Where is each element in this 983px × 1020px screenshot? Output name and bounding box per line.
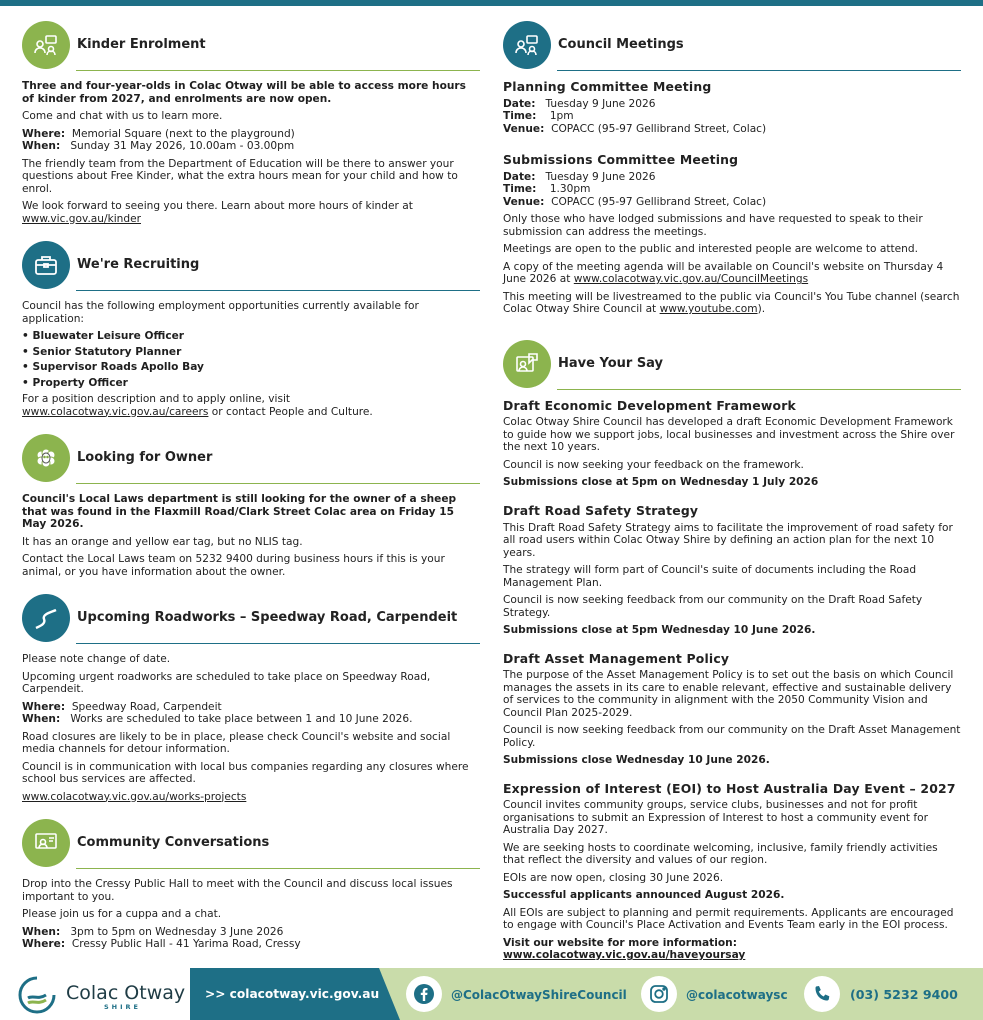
close-date: Submissions close Wednesday 10 June 2026. <box>503 754 770 767</box>
list-item: • Bluewater Leisure Officer <box>22 330 480 343</box>
paragraph: All EOIs are subject to planning and permit requirements. Applicants are encouraged to engage with Council's Place Activation and Events Team early in the EOI process. <box>503 906 954 932</box>
meetings-section <box>503 20 961 316</box>
paragraph: A copy of the meeting agenda will be available on Council's website on Thursday 4 June 2026 at www.colacotway.vic.gov.au/CouncilMeetings <box>503 260 944 286</box>
paragraph: Meetings are open to the public and interested people are welcome to attend. <box>503 243 918 256</box>
close-date: Submissions close at 5pm on Wednesday 1 July 2026 <box>503 476 819 489</box>
paragraph: Drop into the Cressy Public Hall to meet with the Council and discuss local issues important to you. <box>22 878 453 903</box>
paragraph: This Draft Road Safety Strategy aims to facilitate the improvement of road safety for all road users within Colac Otway Shire by defining an action plan for the next 10 years. <box>503 521 953 559</box>
section-header <box>22 818 480 868</box>
section-divider <box>557 70 961 71</box>
when-line: When: Sunday 31 May 2026, 10.00am - 03.00pm <box>22 140 295 152</box>
section-title: Kinder Enrolment <box>77 37 206 53</box>
paragraph: Please join us for a cuppa and a chat. <box>22 908 222 920</box>
paragraph: EOIs are now open, closing 30 June 2026. <box>503 871 724 884</box>
paragraph <box>22 791 480 804</box>
planning-title: Planning Committee Meeting <box>503 79 712 94</box>
works-link[interactable]: www.colacotway.vic.gov.au/works-projects <box>22 790 247 803</box>
paragraph: We look forward to seeing you there. Learn about more hours of kinder at www.vic.gov.au/kinder <box>22 200 413 225</box>
section-title: Council Meetings <box>558 37 684 53</box>
paragraph: It has an orange and yellow ear tag, but no NLIS tag. <box>22 535 303 548</box>
where-line: Where: Cressy Public Hall - 41 Yarima Road, Cressy <box>22 938 301 950</box>
speech-board-icon <box>503 340 551 388</box>
section-divider <box>76 643 480 644</box>
when-line: When: Works are scheduled to take place between 1 and 10 June 2026. <box>22 713 413 725</box>
section-divider <box>76 868 480 869</box>
briefcase-icon <box>22 241 70 289</box>
youtube-link[interactable]: www.youtube.com <box>659 303 758 316</box>
venue-line: Venue: COPACC (95-97 Gellibrand Street, Colac) <box>503 122 767 135</box>
section-lead: Council's Local Laws department is still looking for the owner of a sheep that was found in the Flaxmill Road/Clark Street Colac area on Friday 15 May 2026. <box>22 493 457 530</box>
asset-title: Draft Asset Management Policy <box>503 650 730 666</box>
section-header <box>503 339 961 389</box>
logo-name: Colac Otway <box>66 982 186 1004</box>
website-link[interactable]: >> colacotway.vic.gov.au <box>205 987 380 1001</box>
time-line: Time: 1pm <box>503 110 574 123</box>
where-line: Where: Memorial Square (next to the playground) <box>22 127 295 140</box>
section-title: Upcoming Roadworks – Speedway Road, Carpendeit <box>77 610 458 626</box>
paragraph: Council is now seeking feedback from our community on the Draft Road Safety Strategy. <box>503 594 923 619</box>
econ-title: Draft Economic Development Framework <box>503 397 796 413</box>
section-divider <box>76 290 480 291</box>
road-icon <box>22 594 70 642</box>
have-your-say-section <box>503 339 961 962</box>
sheep-icon <box>22 434 70 482</box>
meetings-link[interactable]: www.colacotway.vic.gov.au/CouncilMeetings <box>573 273 809 286</box>
recruiting-section <box>22 240 480 418</box>
road-title: Draft Road Safety Strategy <box>503 502 699 518</box>
instagram-icon[interactable] <box>641 976 677 1012</box>
haveyoursay-link[interactable]: www.colacotway.vic.gov.au/haveyoursay <box>503 949 746 962</box>
phone-icon[interactable] <box>804 976 840 1012</box>
section-header <box>22 20 480 70</box>
list-item: • Supervisor Roads Apollo Bay <box>22 361 480 374</box>
section-title: Community Conversations <box>77 835 270 851</box>
community-section <box>22 818 480 951</box>
paragraph: Council is now seeking feedback from our community on the Draft Asset Management Policy. <box>503 724 961 749</box>
speech-board-icon <box>22 819 70 867</box>
paragraph: We are seeking hosts to coordinate welcoming, inclusive, family friendly activities that reflect the diversity and values of our region. <box>503 841 938 867</box>
careers-link[interactable]: www.colacotway.vic.gov.au/careers <box>22 405 209 418</box>
paragraph: Road closures are likely to be in place, please check Council's website and social media channels for detour information. <box>22 730 451 755</box>
paragraph: The purpose of the Asset Management Policy is to set out the basis on which Council manages the assets in its care to enable relevant, effective and sustainable delivery of services to the community in alignment with the 2050 Community Vision and Council Plan 2025-2029. <box>503 669 954 719</box>
people-chat-icon <box>22 21 70 69</box>
instagram-handle[interactable]: @colacotwaysc <box>686 988 788 1002</box>
section-header <box>22 240 480 290</box>
list-item: • Property Officer <box>22 377 480 390</box>
section-title: Looking for Owner <box>77 450 213 466</box>
announce: Successful applicants announced August 2026. <box>503 889 785 902</box>
kinder-link[interactable]: www.vic.gov.au/kinder <box>22 212 141 225</box>
paragraph: Council is in communication with local bus companies regarding any closures where school bus services are affected. <box>22 760 469 785</box>
eoi-title: Expression of Interest (EOI) to Host Australia Day Event – 2027 <box>503 780 956 796</box>
paragraph: Council invites community groups, service clubs, businesses and not for profit organisations to submit an Expression of Interest to host a community event for Australia Day 2027. <box>503 799 928 837</box>
top-bar <box>0 0 983 6</box>
paragraph: Council has the following employment opportunities currently available for application: <box>22 300 419 325</box>
paragraph: This meeting will be livestreamed to the public via Council's You Tube channel (search Colac Otway Shire Council at www.youtube.com). <box>503 290 960 316</box>
section-divider <box>557 389 961 390</box>
visit-line: Visit our website for more information: www.colacotway.vic.gov.au/haveyoursay <box>503 936 746 962</box>
paragraph: Contact the Local Laws team on 5232 9400 during business hours if this is your animal, or you have information about the owner. <box>22 553 445 578</box>
section-divider <box>76 483 480 484</box>
section-header <box>22 433 480 483</box>
paragraph: The strategy will form part of Council's suite of documents including the Road Management Plan. <box>503 564 917 589</box>
date-line: Date: Tuesday 9 June 2026 <box>503 170 656 183</box>
kinder-section <box>22 20 480 225</box>
section-header <box>22 593 480 643</box>
venue-line: Venue: COPACC (95-97 Gellibrand Street, Colac) <box>503 195 767 208</box>
paragraph: Only those who have lodged submissions and have requested to speak to their submission can address the meetings. <box>503 213 923 238</box>
paragraph: Council is now seeking your feedback on the framework. <box>503 458 804 471</box>
left-column <box>22 20 480 951</box>
list-item: • Senior Statutory Planner <box>22 346 480 359</box>
section-title: We're Recruiting <box>77 257 200 273</box>
footer <box>0 968 983 1020</box>
section-header <box>503 20 961 70</box>
facebook-handle[interactable]: @ColacOtwayShireCouncil <box>451 988 627 1002</box>
job-list <box>22 330 480 389</box>
date-line: Date: Tuesday 9 June 2026 <box>503 97 656 110</box>
paragraph: Upcoming urgent roadworks are scheduled to take place on Speedway Road, Carpendeit. <box>22 670 431 695</box>
when-line: When: 3pm to 5pm on Wednesday 3 June 2026 <box>22 925 284 938</box>
paragraph: Colac Otway Shire Council has developed a draft Economic Development Framework to guide how we support jobs, local businesses and investment across the Shire over the next 10 years. <box>503 416 955 454</box>
paragraph: For a position description and to apply online, visit www.colacotway.vic.gov.au/careers or contact People and Culture. <box>22 393 373 418</box>
facebook-icon[interactable] <box>406 976 442 1012</box>
paragraph: The friendly team from the Department of Education will be there to answer your questions about Free Kinder, what the extra hours mean for your child and how to enrol. <box>22 157 458 195</box>
subs-title: Submissions Committee Meeting <box>503 152 739 168</box>
section-title: Have Your Say <box>558 356 664 372</box>
section-lead: Three and four-year-olds in Colac Otway will be able to access more hours of kinder from 2027, and enrolments are now open. <box>22 80 466 105</box>
phone-number[interactable]: (03) 5232 9400 <box>850 987 958 1002</box>
close-date: Submissions close at 5pm Wednesday 10 June 2026. <box>503 624 816 636</box>
logo-sub: SHIRE <box>104 1003 141 1011</box>
roadworks-section <box>22 593 480 803</box>
owner-section <box>22 433 480 578</box>
section-divider <box>76 70 480 71</box>
right-column <box>503 20 961 967</box>
shire-logo-icon <box>18 976 56 1014</box>
where-line: Where: Speedway Road, Carpendeit <box>22 700 222 713</box>
paragraph: Come and chat with us to learn more. <box>22 110 223 122</box>
paragraph: Please note change of date. <box>22 653 171 665</box>
people-chat-icon <box>503 21 551 69</box>
time-line: Time: 1.30pm <box>503 183 591 196</box>
